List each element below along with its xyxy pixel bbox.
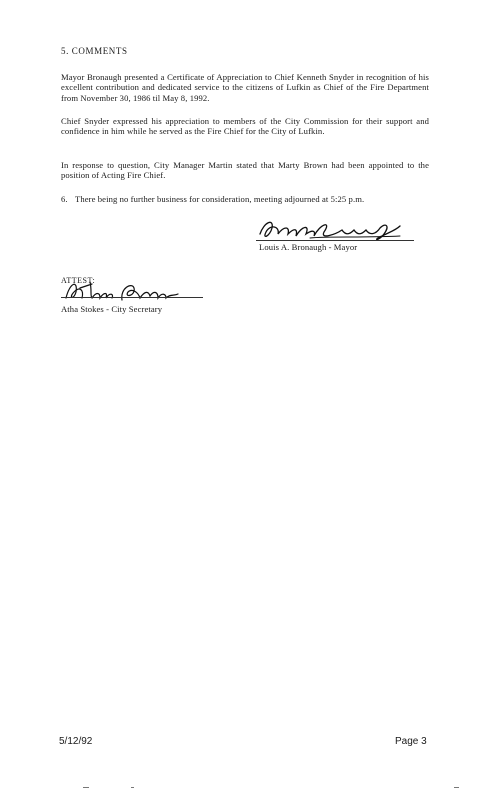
footer-date: 5/12/92 <box>59 736 93 747</box>
item-number: 6. <box>61 194 68 204</box>
paragraph-certificate: Mayor Bronaugh presented a Certificate of Appreciation to Chief Kenneth Snyder in recognition of his excellent contribution and dedicated service to the citizens of Lufkin as Chief of the Fire Department from November 30, 1986 til May 8, 1992. <box>61 72 429 103</box>
secretary-signature-line <box>61 297 203 298</box>
mayor-signature-line <box>256 240 414 241</box>
paragraph-adjourn <box>61 194 429 204</box>
adjourn-text: There being no further business for consideration, meeting adjourned at 5:25 p.m. <box>75 194 365 204</box>
scan-artifact <box>131 787 134 788</box>
secretary-caption: Atha Stokes - City Secretary <box>61 304 163 314</box>
scan-artifact <box>454 787 459 788</box>
scan-artifact <box>83 787 89 788</box>
footer-page-number: Page 3 <box>395 736 427 747</box>
paragraph-acting-chief: In response to question, City Manager Martin stated that Marty Brown had been appointed to the position of Acting Fire Chief. <box>61 160 429 181</box>
paragraph-appreciation: Chief Snyder expressed his appreciation to members of the City Commission for their support and confidence in him while he served as the Fire Chief for the City of Lufkin. <box>61 116 429 137</box>
attest-label: ATTEST: <box>61 276 96 285</box>
section-heading: 5. COMMENTS <box>61 46 128 56</box>
secretary-signature <box>62 278 192 304</box>
mayor-caption: Louis A. Bronaugh - Mayor <box>259 242 358 252</box>
